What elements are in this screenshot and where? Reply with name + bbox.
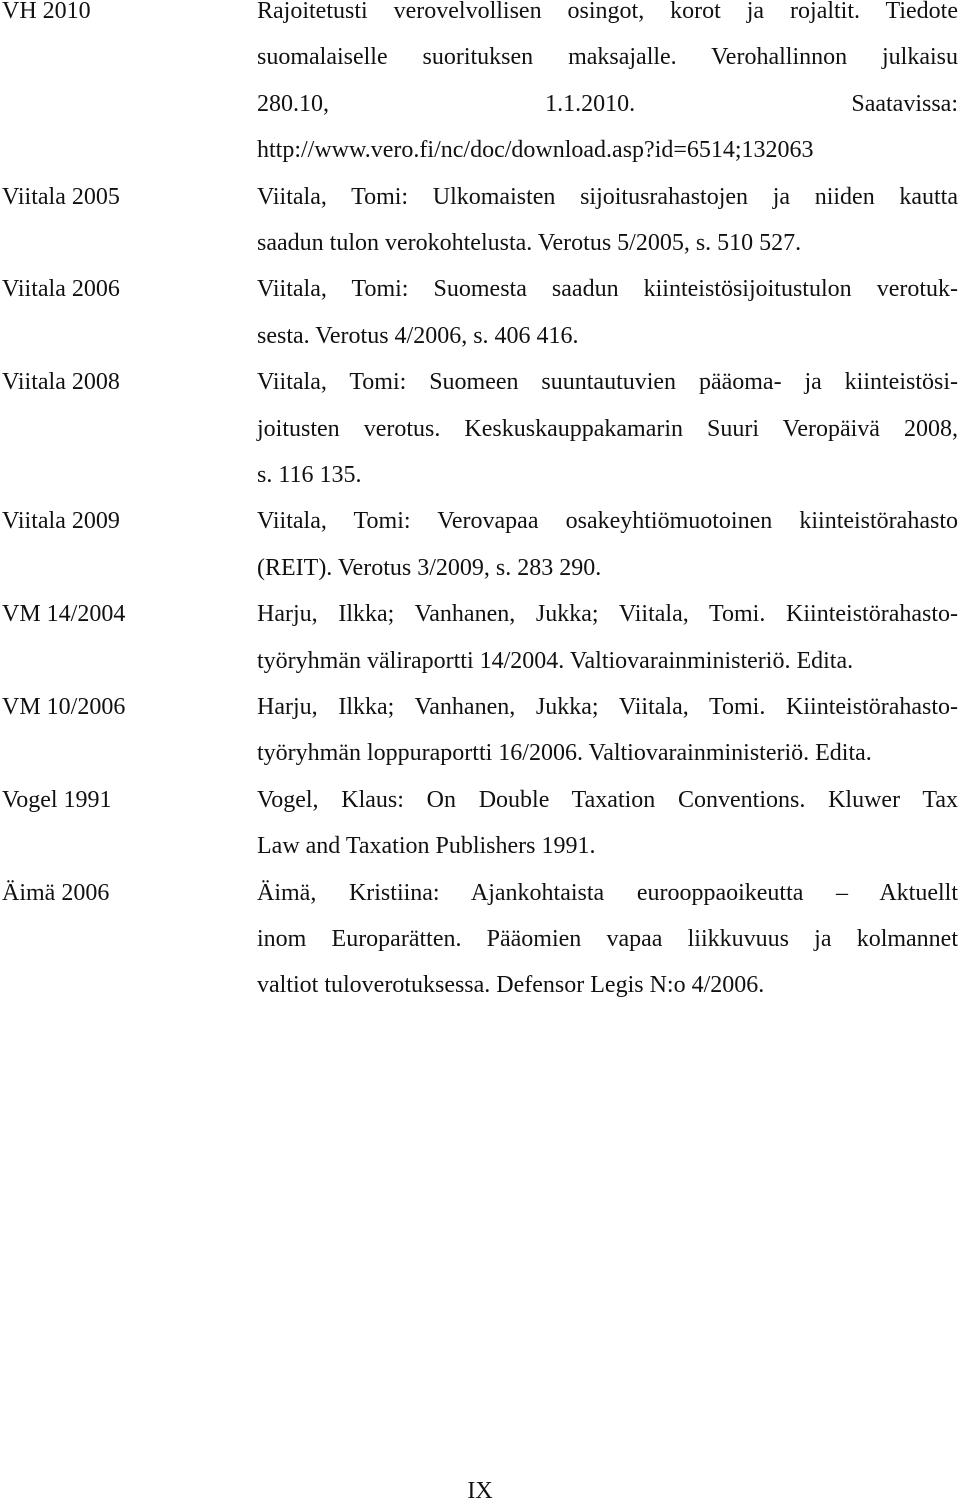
reference-text-line: sesta. Verotus 4/2006, s. 406 416. xyxy=(257,322,579,349)
reference-key: Äimä 2006 xyxy=(2,879,110,906)
reference-key: Vogel 1991 xyxy=(2,786,112,813)
reference-text-line: Äimä, Kristiina: Ajankohtaista eurooppaoikeutta – Aktuellt xyxy=(257,879,958,906)
reference-text-line: Vogel, Klaus: On Double Taxation Conventions. Kluwer Tax xyxy=(257,786,958,813)
reference-text-line: suomalaiselle suorituksen maksajalle. Verohallinnon julkaisu xyxy=(257,44,958,71)
reference-text-line: 280.10, 1.1.2010. Saatavissa: xyxy=(257,90,958,117)
reference-key: VM 10/2006 xyxy=(2,694,126,720)
reference-key: Viitala 2009 xyxy=(2,508,120,535)
reference-text-line: Viitala, Tomi: Verovapaa osakeyhtiömuotoinen kiinteistörahasto xyxy=(257,508,958,535)
reference-key: Viitala 2008 xyxy=(2,369,120,396)
reference-text-line: s. 116 135. xyxy=(257,461,362,488)
reference-text-line: Viitala, Tomi: Suomesta saadun kiinteistösijoitustulon verotuk- xyxy=(257,276,958,303)
reference-key: Viitala 2005 xyxy=(2,183,120,210)
reference-text-line: Law and Taxation Publishers 1991. xyxy=(257,833,596,860)
reference-text-line: joitusten verotus. Keskuskauppakamarin Suuri Veropäivä 2008, xyxy=(257,415,958,442)
reference-text-line: valtiot tuloverotuksessa. Defensor Legis N:o 4/2006. xyxy=(257,972,765,999)
reference-text-line: Rajoitetusti verovelvollisen osingot, korot ja rojaltit. Tiedote xyxy=(257,0,958,24)
reference-text-line: inom Europarätten. Pääomien vapaa liikkuvuus ja kolmannet xyxy=(257,925,958,952)
reference-text-line: saadun tulon verokohtelusta. Verotus 5/2005, s. 510 527. xyxy=(257,229,802,256)
reference-key: VM 14/2004 xyxy=(2,601,126,628)
reference-key: VH 2010 xyxy=(2,0,91,24)
page-number: IX xyxy=(467,1478,493,1504)
reference-text-line: http://www.vero.fi/nc/doc/download.asp?id=6514;132063 xyxy=(257,137,814,164)
reference-text-line: Harju, Ilkka; Vanhanen, Jukka; Viitala, Tomi. Kiinteistörahasto- xyxy=(257,694,958,720)
reference-key: Viitala 2006 xyxy=(2,276,120,303)
reference-text-line: työryhmän väliraportti 14/2004. Valtiovarainministeriö. Edita. xyxy=(257,647,854,674)
reference-text-line: Viitala, Tomi: Ulkomaisten sijoitusrahastojen ja niiden kautta xyxy=(257,183,958,210)
reference-text-line: (REIT). Verotus 3/2009, s. 283 290. xyxy=(257,554,602,581)
reference-text-line: työryhmän loppuraportti 16/2006. Valtiovarainministeriö. Edita. xyxy=(257,740,872,767)
reference-text-line: Viitala, Tomi: Suomeen suuntautuvien pääoma- ja kiinteistösi- xyxy=(257,369,958,396)
reference-text-line: Harju, Ilkka; Vanhanen, Jukka; Viitala, Tomi. Kiinteistörahasto- xyxy=(257,601,958,628)
